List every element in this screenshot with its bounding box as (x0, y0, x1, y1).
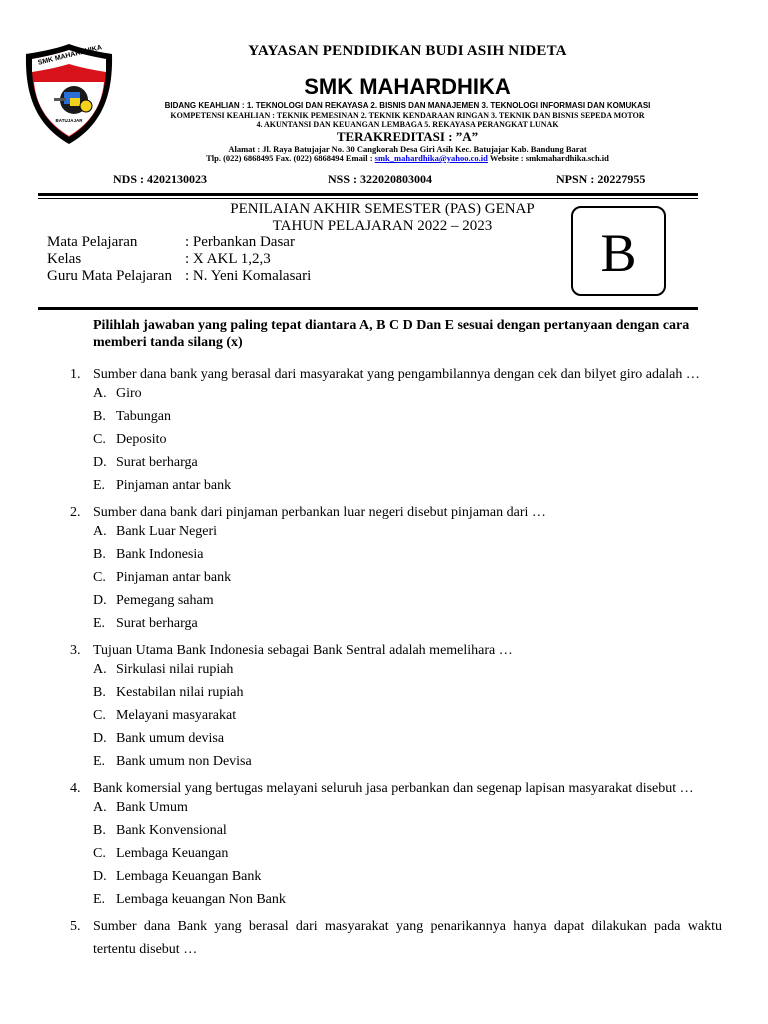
option-4d[interactable]: D. Lembaga Keuangan Bank (93, 869, 262, 884)
question-number: 3. (70, 643, 81, 658)
class-row (47, 251, 271, 268)
npsn: NPSN : 20227955 (556, 172, 646, 186)
instruction: Pilihlah jawaban yang paling tepat diantara A, B C D Dan E sesuai dengan pertanyaan dengan cara memberi tanda silang (x) (93, 318, 690, 350)
option-2b[interactable]: B. Bank Indonesia (93, 547, 204, 562)
question-4 (70, 777, 722, 800)
option-1b[interactable]: B. Tabungan (93, 409, 172, 424)
question-2 (70, 501, 722, 524)
contact-phone: Tlp. (022) 6868495 Fax. (022) 6868494 Email : (206, 153, 375, 163)
question-number: 4. (70, 781, 81, 796)
nss: NSS : 322020803004 (328, 172, 433, 186)
subject-value: : Perbankan Dasar (185, 234, 295, 250)
option-2a[interactable]: A. Bank Luar Negeri (93, 524, 218, 539)
option-3e[interactable]: E. Bank umum non Devisa (93, 754, 252, 769)
kompetensi-line-1: KOMPETENSI KEAHLIAN : TEKNIK PEMESINAN 2. TEKNIK KENDARAAN RINGAN 3. TEKNIK DAN BISNIS SEPEDA MOTOR (170, 111, 645, 120)
info-divider (38, 307, 698, 310)
question-number: 5. (70, 919, 81, 934)
option-4e[interactable]: E. Lembaga keuangan Non Bank (93, 892, 286, 907)
question-number: 1. (70, 367, 81, 382)
option-1e[interactable]: E. Pinjaman antar bank (93, 478, 232, 493)
option-1a[interactable]: A. Giro (93, 386, 142, 401)
kompetensi-line-2: 4. AKUNTANSI DAN KEUANGAN LEMBAGA 5. REKAYASA PERANGKAT LUNAK (256, 120, 559, 129)
option-3c[interactable]: C. Melayani masyarakat (93, 708, 237, 723)
website: Website : smkmahardhika.sch.id (487, 153, 609, 163)
logo-bottom-text: BATUJAJAR (55, 118, 83, 123)
class-label: Kelas (47, 251, 82, 267)
exam-title: PENILAIAN AKHIR SEMESTER (PAS) GENAP (230, 201, 535, 217)
option-3a[interactable]: A. Sirkulasi nilai rupiah (93, 662, 234, 677)
teacher-label: Guru Mata Pelajaran (47, 268, 172, 284)
subject-label: Mata Pelajaran (47, 234, 138, 250)
question-text: Sumber dana bank yang berasal dari masyarakat yang pengambilannya dengan cek dan bilyet giro adalah … (93, 367, 700, 382)
option-4a[interactable]: A. Bank Umum (93, 800, 188, 815)
option-1c[interactable]: C. Deposito (93, 432, 167, 447)
exam-year: TAHUN PELAJARAN 2022 – 2023 (272, 218, 493, 234)
contact-line (145, 153, 670, 163)
option-4c[interactable]: C. Lembaga Keuangan (93, 846, 229, 861)
header-divider-thin (38, 198, 698, 199)
address: Alamat : Jl. Raya Batujajar No. 30 Cangkorah Desa Giri Asih Kec. Batujajar Kab. Bandung Barat (228, 144, 587, 154)
question-text: Bank komersial yang bertugas melayani seluruh jasa perbankan dan segenap lapisan masyarakat disebut … (93, 781, 694, 796)
question-number: 2. (70, 505, 81, 520)
nds: NDS : 4202130023 (113, 172, 208, 186)
akreditasi: TERAKREDITASI : ”A” (336, 129, 479, 144)
packet-box: B (571, 206, 666, 296)
question-text: Tujuan Utama Bank Indonesia sebagai Bank Sentral adalah memelihara … (93, 643, 513, 658)
option-3b[interactable]: B. Kestabilan nilai rupiah (93, 685, 244, 700)
option-1d[interactable]: D. Surat berharga (93, 455, 198, 470)
question-text-line-1: Sumber dana Bank yang berasal dari masyarakat yang penarikannya hanya dapat dilakukan pada waktu (93, 919, 722, 934)
question-3 (70, 639, 722, 662)
question-text: Sumber dana bank dari pinjaman perbankan luar negeri disebut pinjaman dari … (93, 505, 546, 520)
question-text-line-2: tertentu disebut … (93, 942, 198, 957)
class-value: : X AKL 1,2,3 (185, 251, 271, 267)
teacher-row (47, 268, 311, 285)
question-1 (70, 363, 722, 386)
option-2c[interactable]: C. Pinjaman antar bank (93, 570, 232, 585)
teacher-value: : N. Yeni Komalasari (185, 268, 312, 284)
header-divider (38, 193, 698, 196)
question-5 (70, 915, 722, 961)
bidang-keahlian: BIDANG KEAHLIAN : 1. TEKNOLOGI DAN REKAYASA 2. BISNIS DAN MANAJEMEN 3. TEKNOLOGI INFORMASI DAN KOMUKASI (164, 101, 651, 110)
option-2e[interactable]: E. Surat berharga (93, 616, 198, 631)
subject-row (47, 234, 295, 251)
school-logo (24, 42, 114, 146)
email-link[interactable]: smk_mahardhika@yahoo.co.id (374, 153, 488, 163)
logo-top-text: SMK MAHARDHIKA (37, 44, 103, 67)
option-3d[interactable]: D. Bank umum devisa (93, 731, 225, 746)
foundation-name: YAYASAN PENDIDIKAN BUDI ASIH NIDETA (248, 43, 567, 59)
school-name: SMK MAHARDHIKA (304, 74, 511, 99)
option-2d[interactable]: D. Pemegang saham (93, 593, 214, 608)
option-4b[interactable]: B. Bank Konvensional (93, 823, 227, 838)
